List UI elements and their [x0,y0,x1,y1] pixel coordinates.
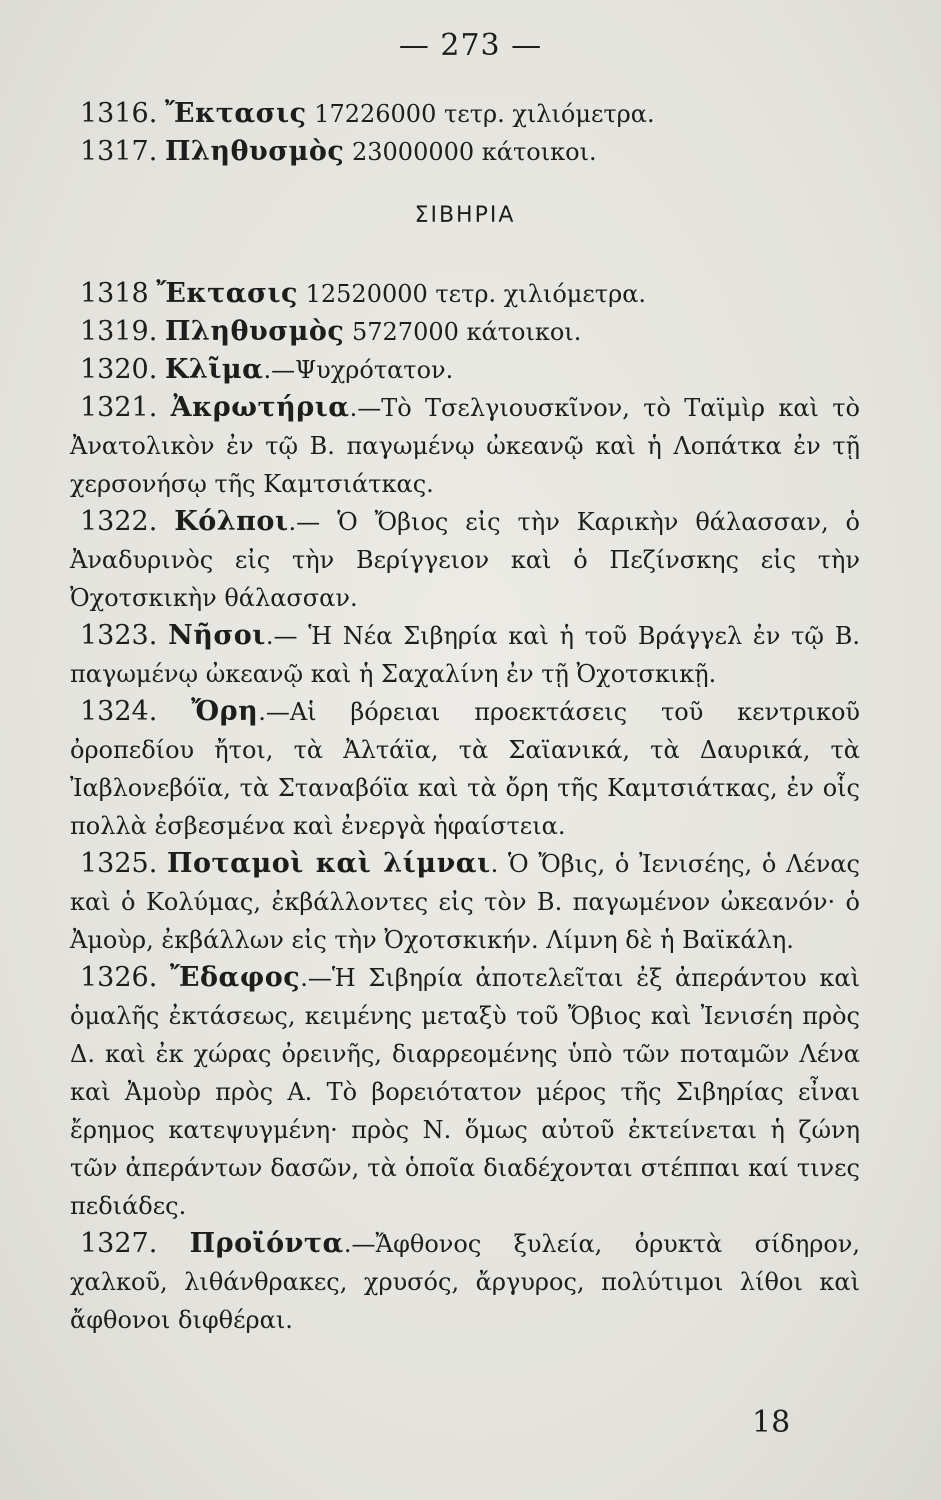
entry-1318 [70,275,860,313]
entry-term: Ποταμοὶ καὶ λίμναι [167,848,491,879]
entry-number: 1324. [80,696,158,727]
signature-mark: 18 [752,1405,791,1440]
entry-1319 [70,313,860,351]
entry-number: 1326. [80,962,158,993]
entry-1316 [70,95,860,133]
entry-1325 [70,845,860,959]
entry-term: Ἔδαφος [170,962,301,993]
entry-1322 [70,503,860,617]
entry-term: Νῆσοι [168,620,266,651]
entry-term: Πληθυσμὸς [164,316,345,347]
entry-text: .—Ἡ Σιβηρία ἀποτελεῖται ἐξ ἀπεράντου καὶ ὁμαλῆς ἐκτάσεως, κειμένης μεταξὺ τοῦ Ὄβιος καὶ Ἰενισέη πρὸς Δ. καὶ ἐκ χώρας ὀρεινῆς, διαρρεομένης ὑπὸ τῶν ποταμῶν Λένα καὶ Ἀμοὺρ πρὸς Α. Τὸ βορειότατον μέρος τῆς Σιβηρίας εἶναι ἔρημος κατεψυγμένη· πρὸς Ν. ὅμως αὐτοῦ ἐκτείνεται ἡ ζώνη τῶν ἀπεράντων δασῶν, τὰ ὁποῖα διαδέχονται στέππαι καί τινες πεδιάδες. [70,964,860,1220]
entry-text: .—Τὸ Τσελγιουσκῖνον, τὸ Ταϊμὶρ καὶ τὸ Ἀνατολικὸν ἐν τῷ Β. παγωμένῳ ὠκεανῷ καὶ ἡ Λοπάτκα ἐν τῇ χερσονήσῳ τῆς Καμτσιάτκας. [70,394,860,498]
entry-term: Ὄρη [191,696,259,727]
entry-1320 [70,351,860,389]
entry-term: Κλῖμα [164,354,264,385]
entry-text: 5727000 κάτοικοι. [344,318,582,346]
entry-number: 1325. [80,848,158,879]
entry-1317 [70,133,860,171]
entry-text: .—Ψυχρότατον. [263,356,454,384]
entry-text: . Ὁ Ὄβις, ὁ Ἰενισέης, ὁ Λένας καὶ ὁ Κολύμας, ἐκβάλλοντες εἰς τὸν Β. παγωμένον ὠκεανόν· ὁ Ἀμοὺρ, ἐκβάλλων εἰς τὴν Ὀχοτσκικήν. Λίμνη δὲ ἡ Βαϊκάλη. [70,850,861,954]
entry-1323 [70,617,860,693]
entry-number: 1319. [80,316,158,347]
page-content [70,95,860,1339]
entry-number: 1327. [80,1228,158,1259]
entry-number: 1318 [80,278,149,309]
entry-1321 [70,389,860,503]
entry-term: Ἔκτασις [156,278,298,309]
entry-number: 1321. [80,392,158,423]
entry-term: Προϊόντα [189,1228,344,1259]
entry-term: Κόλποι [174,506,289,537]
entry-text: 23000000 κάτοικοι. [344,138,597,166]
entry-text: 17226000 τετρ. χιλιόμετρα. [306,100,655,128]
entry-number: 1322. [80,506,158,537]
entry-text: .— Ὁ Ὄβιος εἰς τὴν Καρικὴν θάλασσαν, ὁ Ἀναδυρινὸς εἰς τὴν Βερίγγειον καὶ ὁ Πεζίνσκης εἰς τὴν Ὀχοτσκικὴν θάλασσαν. [70,508,860,612]
entry-text: 12520000 τετρ. χιλιόμετρα. [297,280,647,308]
page-number: — 273 — [398,28,543,63]
entry-text: .— Ἡ Νέα Σιβηρία καὶ ἡ τοῦ Βράγγελ ἐν τῷ Β. παγωμένῳ ὠκεανῷ καὶ ἡ Σαχαλίνη ἐν τῇ Ὀχοτσκικῇ. [70,622,860,688]
entry-1326 [70,959,860,1225]
entry-term: Πληθυσμὸς [164,136,345,167]
entry-term: Ἔκτασις [164,98,307,129]
entry-number: 1316. [80,98,158,129]
entry-1324 [70,693,860,845]
entry-number: 1323. [80,620,158,651]
entry-number: 1317. [80,136,158,167]
section-title: ΣΙΒΗΡΙΑ [414,203,516,228]
entry-number: 1320. [80,354,158,385]
entry-text: .—Αἱ βόρειαι προεκτάσεις τοῦ κεντρικοῦ ὀροπεδίου ἤτοι, τὰ Ἀλτάϊα, τὰ Σαϊανικά, τὰ Δαυρικά, τὰ Ἰαβλονεβόϊα, τὰ Σταναβόϊα καὶ τὰ ὄρη τῆς Καμτσιάτκας, ἐν οἷς πολλὰ ἐσβεσμένα καὶ ἐνεργὰ ἡφαίστεια. [70,698,861,840]
entry-text: .—Ἄφθονος ξυλεία, ὀρυκτὰ σίδηρον, χαλκοῦ, λιθάνθρακες, χρυσός, ἄργυρος, πολύτιμοι λίθοι καὶ ἄφθονοι διφθέραι. [70,1230,860,1334]
entry-term: Ἀκρωτήρια [170,392,350,423]
entry-1327 [70,1225,860,1339]
